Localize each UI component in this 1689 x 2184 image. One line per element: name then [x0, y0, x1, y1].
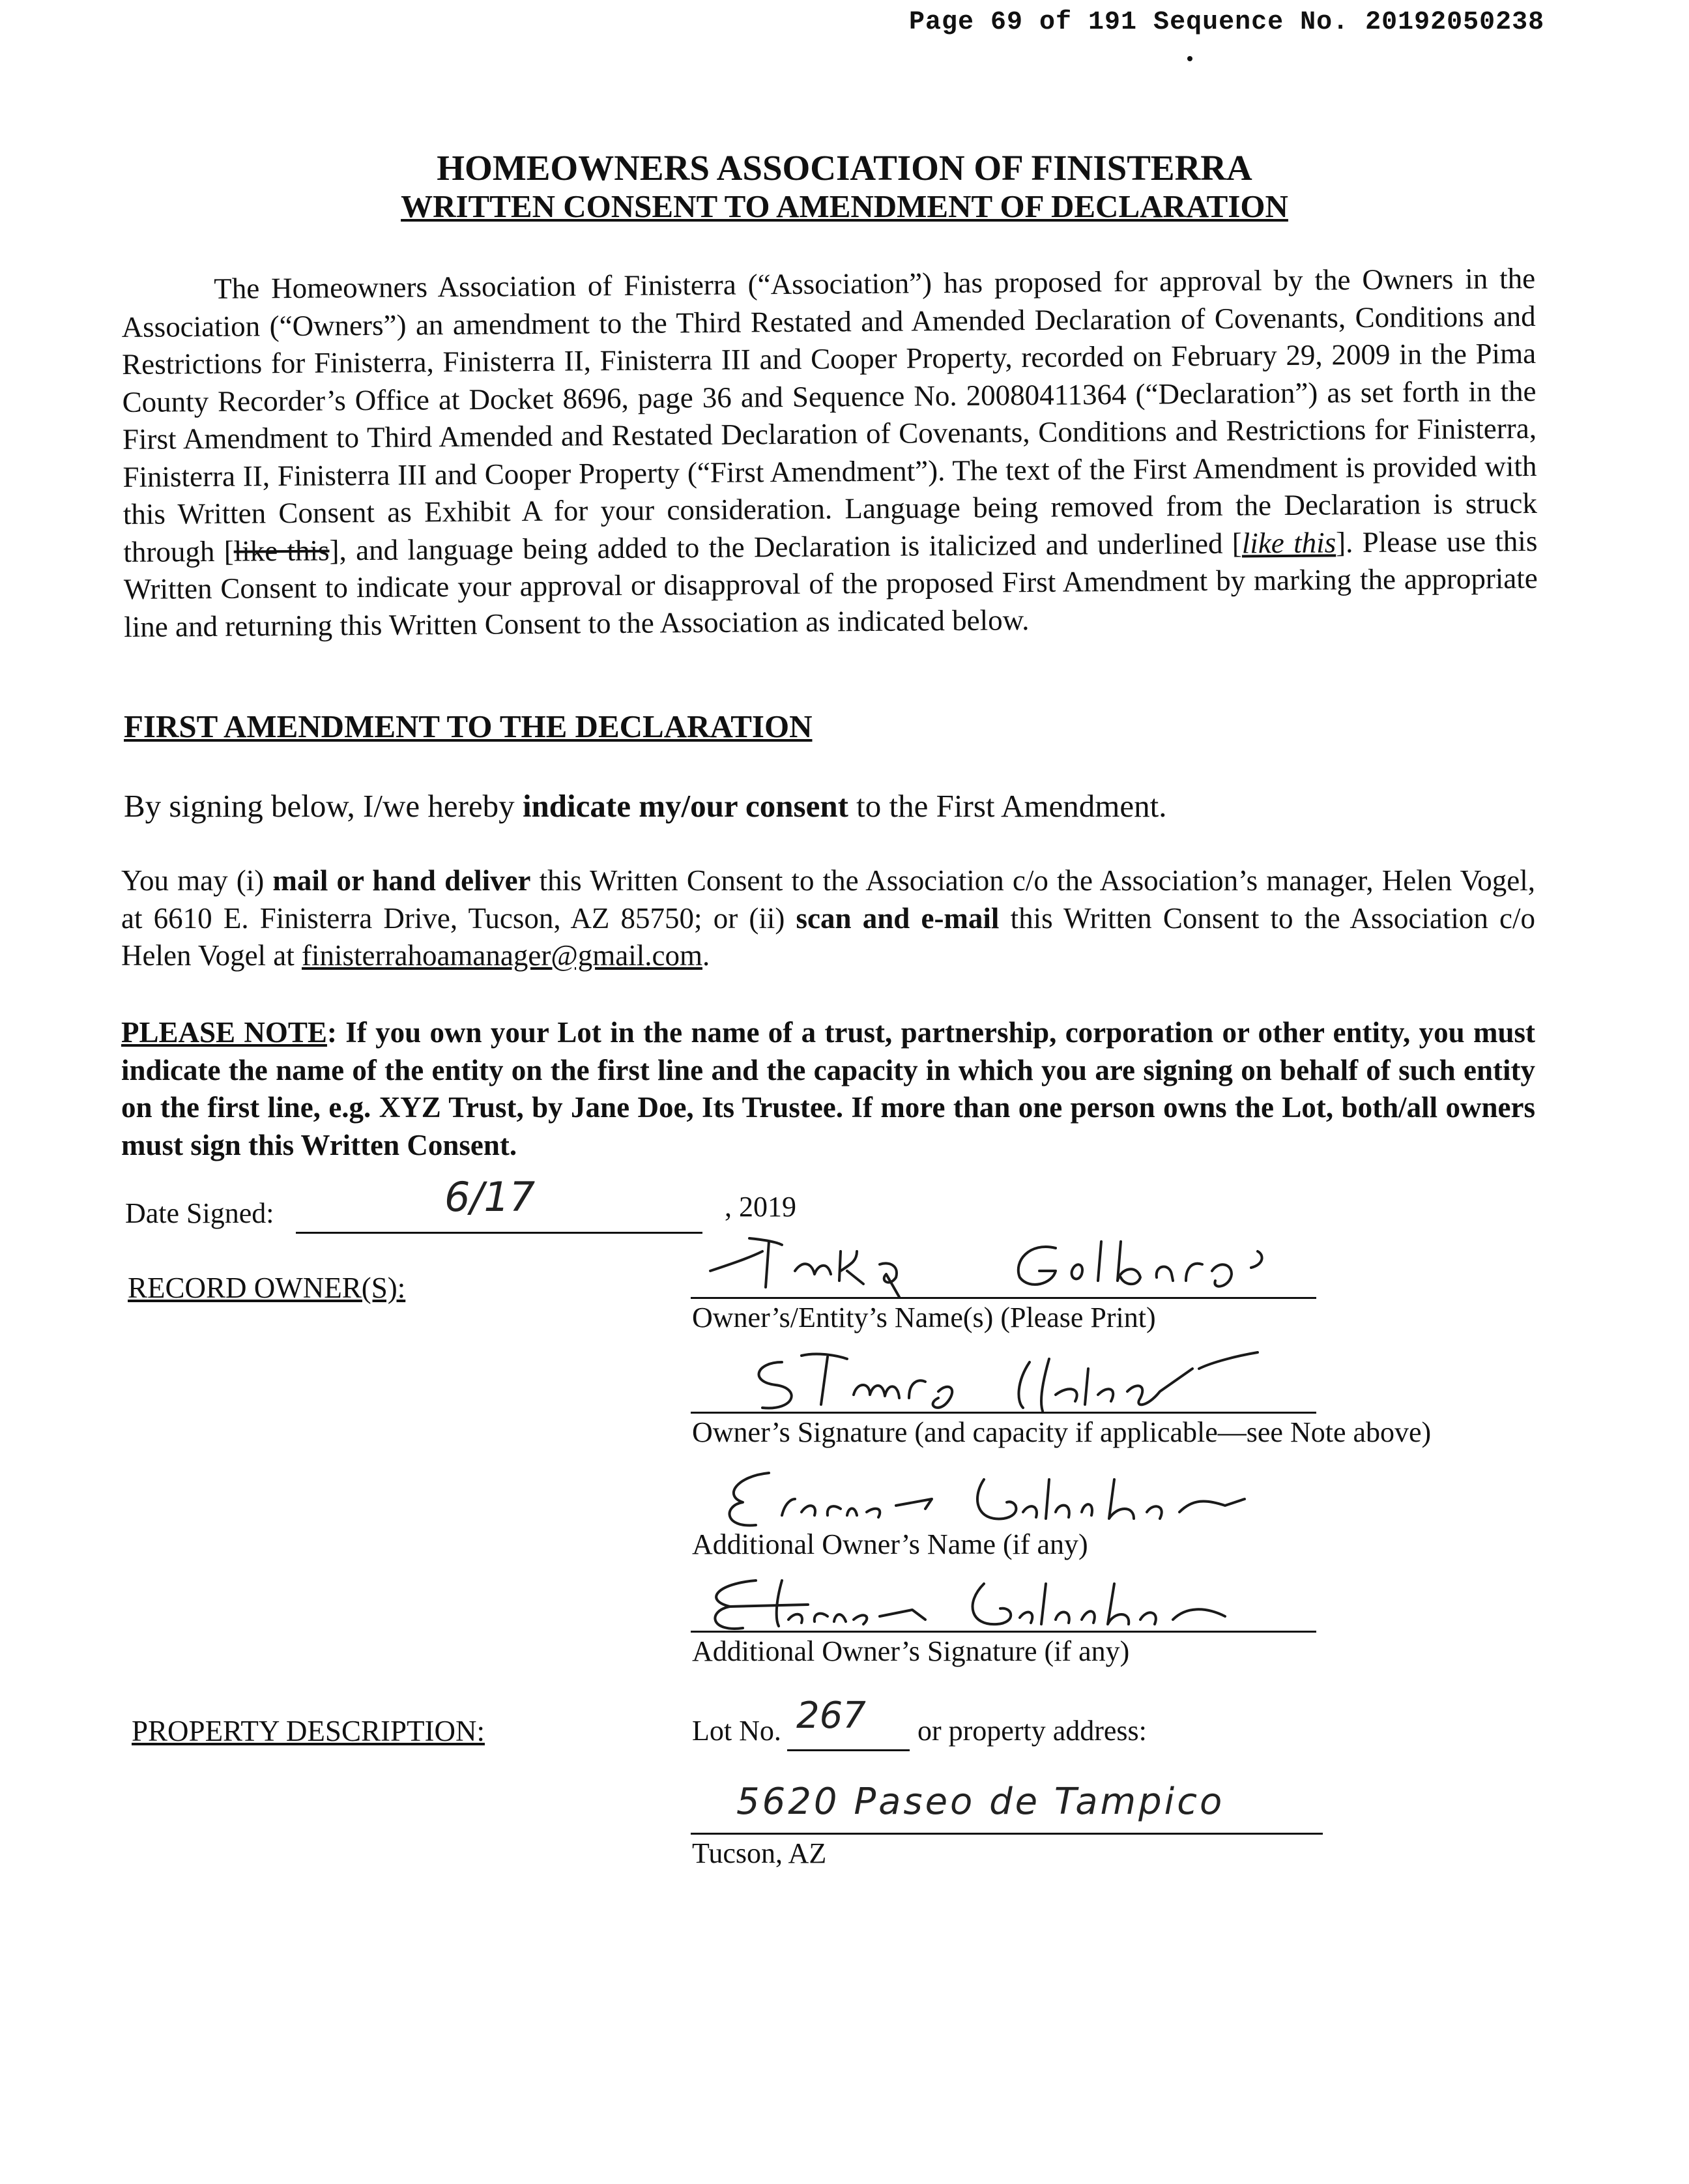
property-address-line[interactable]	[691, 1833, 1323, 1835]
owner-signature-caption: Owner’s Signature (and capacity if applicable—see Note above)	[692, 1416, 1432, 1448]
date-signed-line[interactable]	[296, 1232, 702, 1234]
manager-email-link[interactable]: finisterrahoamanager@gmail.com	[302, 939, 702, 972]
mail-text-1: You may (i)	[121, 864, 273, 897]
date-signed-label: Date Signed:	[125, 1197, 274, 1229]
mail-text-2: this Written Consent to the Association c/o the Association’s manager, Helen Vogel, at 6610 E. Finisterra Drive, Tucson, AZ 85750; or (ii)	[121, 864, 1535, 935]
italic-underline-example: like this	[1241, 525, 1336, 560]
date-year: , 2019	[725, 1191, 796, 1223]
intro-text-2: ], and language being added to the Declaration is italicized and underlined [	[329, 527, 1243, 567]
mail-text-4: .	[702, 939, 710, 972]
date-signed-handwriting: 6/17	[444, 1173, 536, 1221]
strikethrough-example: like this	[233, 534, 330, 568]
city-state: Tucson, AZ	[692, 1837, 827, 1869]
please-note-paragraph	[121, 1014, 1535, 1164]
please-note-label: PLEASE NOTE	[121, 1016, 327, 1049]
consent-statement	[124, 787, 1167, 824]
page-sequence-header: Page 69 of 191 Sequence No. 20192050238	[909, 8, 1545, 37]
owner-signature-line[interactable]	[691, 1412, 1316, 1414]
property-address-handwriting: 5620 Paseo de Tampico	[736, 1781, 1225, 1823]
consent-pre: By signing below, I/we hereby	[124, 788, 523, 824]
please-note-text: : If you own your Lot in the name of a trust, partnership, corporation or other entity, you must indicate the name of the entity on the first line and the capacity in which you are signing on behalf of such entity on the first line, e.g. XYZ Trust, by Jane Doe, Its Trustee. If more than one person owns the Lot, both/all owners must sign this Written Consent.	[121, 1016, 1535, 1161]
owner-name-caption: Owner’s/Entity’s Name(s) (Please Print)	[692, 1302, 1156, 1333]
owner-name-handwriting	[691, 1225, 1316, 1303]
section-heading: FIRST AMENDMENT TO THE DECLARATION	[124, 708, 813, 744]
record-owners-label: RECORD OWNER(S):	[128, 1272, 406, 1304]
lot-number-line[interactable]	[787, 1749, 910, 1751]
mail-bold-2: scan and e-mail	[796, 901, 1000, 935]
owner-signature-image	[743, 1343, 1342, 1421]
additional-signature-caption: Additional Owner’s Signature (if any)	[692, 1635, 1130, 1667]
intro-text-1: The Homeowners Association of Finisterra (“Association”) has proposed for approval by the Owners in the Association (“Owners”) an amendment to the Third Restated and Amended Declaration of Covenants, Conditions and Restrictions for Finisterra, Finisterra II, Finisterra III and Cooper Property, recorded on February 29, 2009 in the Pima County Recorder’s Office at Docket 8696, page 36 and Sequence No. 20080411364 (“Declaration”) as set forth in the First Amendment to Third Amended and Restated Declaration of Covenants, Conditions and Restrictions for Finisterra, Finisterra II, Finisterra III and Cooper Property (“First Amendment”). The text of the First Amendment is provided with this Written Consent as Exhibit A for your consideration. Language being removed from the Declaration is struck through [	[121, 261, 1538, 568]
owner-name-line[interactable]	[691, 1297, 1316, 1299]
consent-bold: indicate my/our consent	[522, 788, 848, 824]
additional-owner-name-handwriting	[710, 1460, 1375, 1538]
additional-owner-signature-line[interactable]	[691, 1631, 1316, 1633]
delivery-instructions	[121, 862, 1535, 975]
property-description-label: PROPERTY DESCRIPTION:	[132, 1715, 485, 1747]
intro-text-3: ]. Please use this Written Consent to indicate your approval or disapproval of the proposed First Amendment by marking the appropriate line and returning this Written Consent to the Association as indicated below.	[123, 524, 1538, 643]
lot-number-label: Lot No.	[692, 1715, 781, 1747]
consent-post: to the First Amendment.	[848, 788, 1167, 824]
intro-paragraph	[121, 260, 1538, 646]
mail-text-3: this Written Consent to the Association c/o Helen Vogel at	[121, 901, 1536, 972]
lot-number-handwriting: 267	[796, 1695, 866, 1737]
property-address-label: or property address:	[917, 1715, 1147, 1747]
document-subtitle: WRITTEN CONSENT TO AMENDMENT OF DECLARATION	[401, 188, 1288, 224]
document-title: HOMEOWNERS ASSOCIATION OF FINISTERRA	[437, 148, 1252, 188]
scan-speck	[1187, 56, 1192, 61]
mail-bold-1: mail or hand deliver	[272, 864, 531, 897]
additional-name-caption: Additional Owner’s Name (if any)	[692, 1528, 1088, 1560]
